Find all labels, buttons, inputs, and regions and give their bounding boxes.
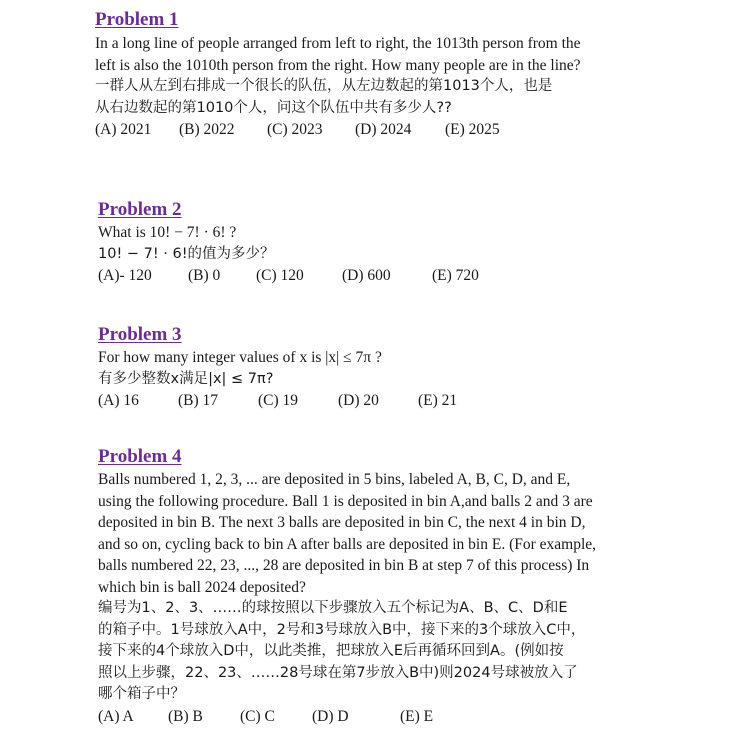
choice-e: (E) 2025	[445, 121, 500, 138]
choice-b: (B) 17	[178, 392, 219, 409]
problem-text-line: Balls numbered 1, 2, 3, ... are deposited in 5 bins, labeled A, B, C, D, and E,	[98, 471, 571, 488]
problem-text-line: and so on, cycling back to bin A after balls are deposited in bin E. (For example,	[98, 535, 597, 553]
problem-2	[98, 199, 658, 287]
problem-text-line-chinese: 哪个箱子中？	[98, 686, 185, 702]
problem-title: Problem 4	[98, 446, 182, 467]
problem-text-line: balls numbered 22, 23, ..., 28 are deposited in bin B at step 7 of this process) In	[98, 557, 590, 574]
answer-choices	[95, 119, 655, 141]
problem-title: Problem 2	[98, 199, 182, 220]
choice-d: (D) 20	[338, 392, 379, 409]
problem-text-line-chinese: 的箱子中。1号球放入A中，2号和3号球放入B中，接下来的3个球放入C中，	[98, 621, 586, 638]
choice-c: (C) 19	[258, 392, 299, 409]
problem-text-line-chinese: 从右边数起的第1010个人，问这个队伍中共有多少人??	[95, 99, 452, 116]
choice-d: (D) D	[312, 707, 349, 725]
choice-d: (D) 600	[342, 267, 391, 284]
problem-text-line: deposited in bin B. The next 3 balls are deposited in bin C, the next 4 in bin D,	[98, 514, 586, 531]
choice-a: (A)- 120	[98, 267, 152, 284]
problem-text-line-chinese: 照以上步骤，22、23、……28号球在第7步放入B中)则2024号球被放入了	[98, 664, 578, 681]
problem-text-line-chinese: 接下来的4个球放入D中，以此类推，把球放入E后再循环回到A。(例如按	[98, 643, 564, 659]
problem-text-line-chinese: 有多少整数x满足|x| ≤ 7π?	[98, 370, 274, 387]
choice-b: (B) 0	[188, 267, 221, 284]
problem-text-line: left is also the 1010th person from the right. How many people are in the line?	[95, 56, 581, 74]
problem-3	[98, 324, 658, 412]
choice-c: (C) 2023	[267, 121, 323, 138]
choice-e: (E) 720	[432, 267, 479, 284]
problem-text-line-chinese: 一群人从左到右排成一个很长的队伍，从左边数起的第1013个人，也是	[95, 78, 553, 94]
choice-b: (B) 2022	[179, 121, 235, 138]
problem-text-line: What is 10! − 7! · 6! ?	[98, 224, 237, 241]
answer-choices	[98, 706, 658, 728]
choice-a: (A) 2021	[95, 121, 152, 138]
choice-a: (A) 16	[98, 392, 139, 409]
problem-4	[98, 446, 658, 727]
problem-title: Problem 3	[98, 324, 182, 345]
problem-title: Problem 1	[95, 9, 179, 30]
choice-c: (C) 120	[256, 267, 304, 284]
problem-text-line-chinese: 10! − 7! · 6!的值为多少？	[98, 245, 275, 262]
problem-text-line-chinese: 编号为1、2、3、……的球按照以下步骤放入五个标记为A、B、C、D和E	[98, 600, 568, 616]
choice-b: (B) B	[168, 707, 203, 725]
problem-text-line: which bin is ball 2024 deposited?	[98, 578, 306, 596]
problem-text-line: In a long line of people arranged from left to right, the 1013th person from the	[95, 35, 581, 52]
choice-c: (C) C	[240, 707, 275, 725]
choice-e: (E) E	[400, 707, 434, 725]
problem-text-line: For how many integer values of x is |x| ≤ 7π ?	[98, 349, 382, 366]
problem-text-line: using the following procedure. Ball 1 is deposited in bin A,and balls 2 and 3 are	[98, 492, 593, 510]
choice-e: (E) 21	[418, 392, 458, 409]
choice-a: (A) A	[98, 707, 134, 725]
choice-d: (D) 2024	[355, 121, 412, 138]
answer-choices	[98, 390, 658, 412]
answer-choices	[98, 265, 658, 287]
problem-1	[95, 9, 655, 141]
